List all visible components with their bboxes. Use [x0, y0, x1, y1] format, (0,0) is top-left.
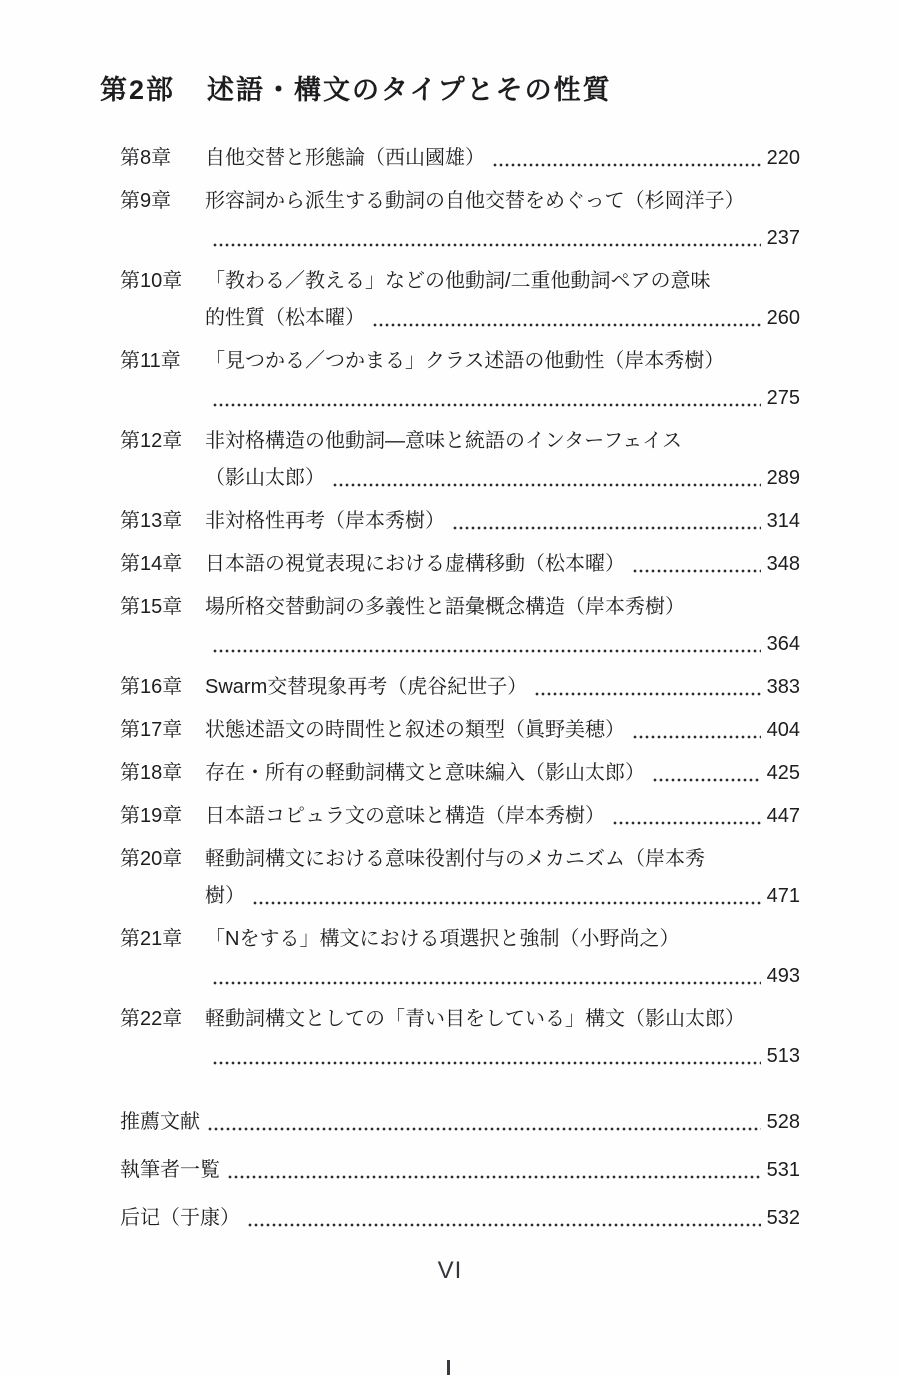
dot-leader — [213, 649, 761, 653]
footer-page-number: VI — [437, 1257, 463, 1284]
chapter-title-continuation: （影山太郎） — [205, 467, 325, 489]
dot-leader — [613, 821, 761, 825]
back-matter-title: 后记（于康） — [120, 1207, 240, 1229]
page-number: 447 — [766, 805, 800, 827]
page-number: 404 — [766, 719, 800, 741]
chapter-title: 「教わる／教える」などの他動詞/二重他動詞ペアの意味 — [205, 270, 711, 292]
page-number: 348 — [766, 553, 800, 575]
chapter-title: 「見つかる／つかまる」クラス述語の他動性（岸本秀樹） — [205, 350, 725, 372]
chapter-title: 非対格性再考（岸本秀樹） — [205, 510, 445, 532]
page-number: 237 — [766, 227, 800, 249]
chapter-title-continuation: 的性質（松本曜） — [205, 307, 365, 329]
dot-leader — [228, 1175, 761, 1179]
part-label: 第2部 — [100, 75, 176, 105]
chapter-label: 第10章 — [120, 270, 183, 292]
chapter-title: 状態述語文の時間性と叙述の類型（眞野美穂） — [205, 719, 625, 741]
toc-entry — [120, 717, 800, 743]
part-title: 述語・構文のタイプとその性質 — [207, 75, 612, 105]
back-matter-list — [100, 1109, 800, 1231]
chapter-label: 第13章 — [120, 510, 183, 532]
dot-leader — [633, 569, 761, 573]
chapter-title: 形容詞から派生する動詞の自他交替をめぐって（杉岡洋子） — [205, 190, 745, 212]
chapter-title: 「Nをする」構文における項選択と強制（小野尚之） — [205, 928, 680, 950]
chapter-label: 第18章 — [120, 762, 183, 784]
page-number: 532 — [766, 1207, 800, 1229]
chapter-title: Swarm交替現象再考（虎谷紀世子） — [205, 676, 528, 698]
chapter-title: 日本語の視覚表現における虚構移動（松本曜） — [205, 553, 625, 575]
dot-leader — [253, 901, 761, 905]
page-number: 425 — [766, 762, 800, 784]
back-matter-entry — [120, 1205, 800, 1231]
toc-entry — [120, 188, 800, 251]
back-matter-title: 執筆者一覧 — [120, 1159, 220, 1181]
toc-entry — [120, 594, 800, 657]
chapter-label: 第16章 — [120, 676, 183, 698]
dot-leader — [248, 1223, 761, 1227]
page-number: 314 — [766, 510, 800, 532]
page-number: 260 — [766, 307, 800, 329]
page-number: 528 — [766, 1111, 800, 1133]
back-matter-title: 推薦文献 — [120, 1111, 200, 1133]
toc-entry — [120, 428, 800, 491]
chapter-label: 第8章 — [120, 147, 172, 169]
dot-leader — [535, 692, 760, 696]
dot-leader — [493, 163, 761, 167]
page-number: 471 — [766, 885, 800, 907]
chapter-title: 軽動詞構文における意味役割付与のメカニズム（岸本秀 — [205, 848, 705, 870]
page-number: 275 — [766, 387, 800, 409]
dot-leader — [653, 778, 761, 782]
page-number: 513 — [766, 1045, 800, 1067]
chapter-label: 第19章 — [120, 805, 183, 827]
page-number: 220 — [766, 147, 800, 169]
chapter-title: 存在・所有の軽動詞構文と意味編入（影山太郎） — [205, 762, 645, 784]
chapter-title: 日本語コピュラ文の意味と構造（岸本秀樹） — [205, 805, 605, 827]
chapter-label: 第12章 — [120, 430, 183, 452]
toc-entry — [120, 926, 800, 989]
dot-leader — [213, 1061, 761, 1065]
toc-entry — [120, 145, 800, 171]
chapter-label: 第21章 — [120, 928, 183, 950]
toc-entry-list — [100, 145, 800, 1069]
toc-entry — [120, 1006, 800, 1069]
toc-content — [100, 68, 800, 1285]
chapter-label: 第20章 — [120, 848, 183, 870]
bottom-crop-mark — [447, 1360, 450, 1375]
chapter-label: 第17章 — [120, 719, 183, 741]
chapter-label: 第22章 — [120, 1008, 183, 1030]
toc-entry — [120, 803, 800, 829]
chapter-label: 第9章 — [120, 190, 172, 212]
dot-leader — [333, 483, 761, 487]
chapter-title: 軽動詞構文としての「青い目をしている」構文（影山太郎） — [205, 1008, 745, 1030]
page-number: 289 — [766, 467, 800, 489]
chapter-label: 第15章 — [120, 596, 183, 618]
dot-leader — [373, 323, 761, 327]
dot-leader — [213, 243, 761, 247]
dot-leader — [453, 526, 761, 530]
toc-entry — [120, 508, 800, 534]
toc-entry — [120, 846, 800, 909]
chapter-title: 場所格交替動詞の多義性と語彙概念構造（岸本秀樹） — [205, 596, 685, 618]
page-number: 493 — [766, 965, 800, 987]
part-header — [100, 68, 800, 107]
toc-entry — [120, 760, 800, 786]
page-number: 364 — [766, 633, 800, 655]
toc-entry — [120, 348, 800, 411]
chapter-title-continuation: 樹） — [205, 885, 245, 907]
chapter-title: 非対格構造の他動詞―意味と統語のインターフェイス — [205, 430, 682, 452]
dot-leader — [208, 1127, 761, 1131]
back-matter-entry — [120, 1157, 800, 1183]
chapter-label: 第11章 — [120, 350, 181, 372]
page-number: 383 — [766, 676, 800, 698]
toc-entry — [120, 551, 800, 577]
toc-entry — [120, 268, 800, 331]
chapter-title: 自他交替と形態論（西山國雄） — [205, 147, 485, 169]
dot-leader — [213, 981, 761, 985]
toc-entry — [120, 674, 800, 700]
page-number: 531 — [766, 1159, 800, 1181]
dot-leader — [213, 403, 761, 407]
dot-leader — [633, 735, 761, 739]
chapter-label: 第14章 — [120, 553, 183, 575]
back-matter-entry — [120, 1109, 800, 1135]
